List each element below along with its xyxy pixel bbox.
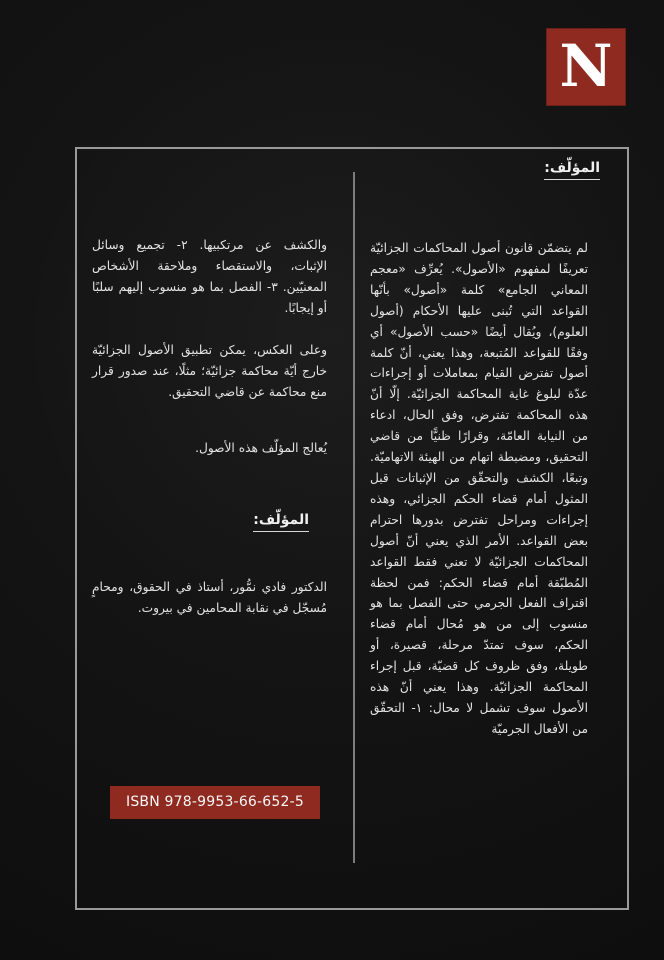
publisher-logo bbox=[546, 28, 626, 106]
author-heading-bottom: المؤلّف: bbox=[253, 511, 309, 532]
author-heading-top: المؤلّف: bbox=[544, 159, 600, 180]
synopsis-left-paragraph-3: يُعالج المؤلّف هذه الأصول. bbox=[195, 441, 327, 455]
publisher-logo-letter: N bbox=[559, 32, 613, 100]
isbn-label: ISBN 978-9953-66-652-5 bbox=[110, 786, 320, 819]
column-divider bbox=[353, 172, 355, 863]
author-bio: الدكتور فادي نمُّور، أستاذ في الحقوق، ومحامٍ مُسجّل في نقابة المحامين في بيروت. bbox=[92, 580, 327, 615]
synopsis-left-paragraph-2: وعلى العكس، يمكن تطبيق الأصول الجزائيّة خارج أيّة محاكمة جزائيّة؛ مثلًا، عند صدور قرار منع محاكمة عن قاضي التحقيق. bbox=[92, 343, 327, 399]
synopsis-left-paragraph-1: والكشف عن مرتكبيها. ٢- تجميع وسائل الإثبات، والاستقصاء وملاحقة الأشخاص المعنيّين. ٣- الفصل بما هو منسوب إليهم سلبًا أو إيجابًا. bbox=[92, 238, 327, 315]
synopsis-right-column: لم يتضمّن قانون أصول المحاكمات الجزائيّة تعريفًا لمفهوم «الأصول». يُعرِّف «معجم المعاني الجامع» كلمة «أصول» بأنّها القواعد التي تُبنى عليها الأحكام (أصول العلوم)، ويُقال أيضًا «حسب الأصول» أي وفقًا للقواعد المُتبعة، وهذا يعني، أنّ كلمة أصول تفترض القيام بمعاملات أو إجراءات عدّة لبلوغ غاية المحاكمة الجزائيّة. إلّا أنّ هذه المحاكمة تفترض، وفق الحال، ادعاء من النيابة العامّة، وقرارًا ظنيًّا من قاضي التحقيق، ومضبطة اتهام من الهيئة الاتهاميّة. وتبعًا، الكشف والتحقّق من الإثباتات قبل المثول أمام قضاء الحكم الجزائي، وهذه إجراءات ومراحل تفترض بدورها احترام بعض القواعد. الأمر الذي يعني أنّ أصول المحاكمات الجزائيّة لا تعني فقط القواعد المُطبّقة أمام قضاء الحكم: فمن لحظة اقتراف الفعل الجرمي حتى الفصل بما هو منسوب إلى من هو مُحال أمام قضاء الحكم، سوف تمتدّ مرحلة، قصيرة، أو طويلة، وفق ظروف كل قضيّة، قبل إجراء المحاكمة الجزائيّة. وهذا يعني أنّ هذه الأصول سوف تشمل لا محال: ١- التحقّق من الأفعال الجرميّة bbox=[370, 241, 588, 736]
